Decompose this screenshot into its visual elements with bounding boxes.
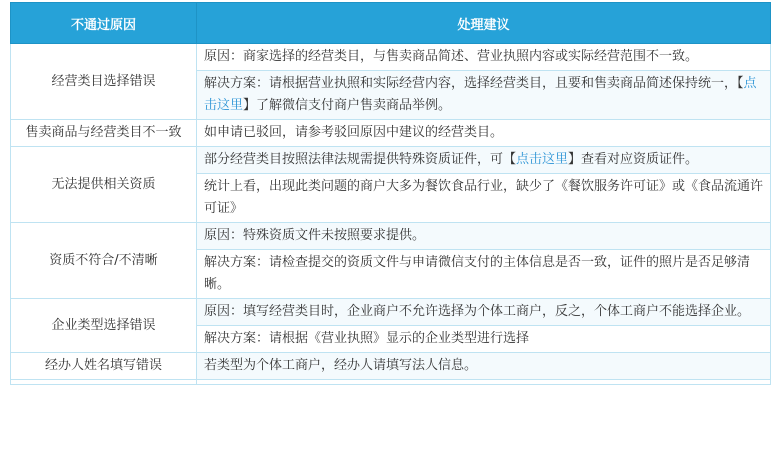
suggestion-cell — [197, 326, 771, 353]
table-header-row — [11, 3, 771, 44]
table-body — [11, 44, 771, 385]
suggestion-cell — [197, 223, 771, 250]
reason-cell: 经办人姓名填写错误 — [11, 353, 197, 380]
suggestion-text: 原因：填写经营类目时，企业商户不允许选择为个体工商户，反之，个体工商户不能选择企业。 — [204, 304, 751, 319]
reason-cell — [11, 380, 197, 385]
reason-cell: 资质不符合/不清晰 — [11, 223, 197, 299]
suggestion-text: 统计上看，出现此类问题的商户大多为餐饮食品行业，缺少了《餐饮服务许可证》或《食品流通许可证》 — [204, 179, 764, 216]
suggestion-cell — [197, 120, 771, 147]
table-row — [11, 353, 771, 380]
table-row — [11, 120, 771, 147]
suggestion-text: 原因：特殊资质文件未按照要求提供。 — [204, 228, 426, 243]
click-here-link[interactable]: 点击这里 — [204, 76, 757, 113]
reason-cell: 无法提供相关资质 — [11, 147, 197, 223]
suggestion-cell — [197, 299, 771, 326]
suggestion-text: 部分经营类目按照法律法规需提供特殊资质证件，可【 — [204, 152, 517, 167]
table-row — [11, 380, 771, 385]
suggestion-cell — [197, 147, 771, 174]
reason-cell: 企业类型选择错误 — [11, 299, 197, 353]
suggestion-text: 解决方案：请检查提交的资质文件与申请微信支付的主体信息是否一致，证件的照片是否足够清晰。 — [204, 255, 751, 292]
suggestion-cell — [197, 250, 771, 299]
header-suggestion: 处理建议 — [197, 3, 771, 44]
table-row — [11, 44, 771, 71]
suggestion-cell — [197, 174, 771, 223]
reason-cell: 售卖商品与经营类目不一致 — [11, 120, 197, 147]
table-row — [11, 223, 771, 250]
suggestion-text: 原因：商家选择的经营类目，与售卖商品简述、营业执照内容或实际经营范围不一致。 — [204, 49, 699, 64]
suggestion-cell — [197, 44, 771, 71]
suggestion-text: 】了解微信支付商户售卖商品举例。 — [243, 98, 452, 113]
suggestion-text: 解决方案：请根据营业执照和实际经营内容，选择经营类目，且要和售卖商品简述保持统一，【 — [204, 76, 744, 91]
suggestion-cell — [197, 71, 771, 120]
suggestion-text: 解决方案：请根据《营业执照》显示的企业类型进行选择 — [204, 331, 530, 346]
header-reason: 不通过原因 — [11, 3, 197, 44]
suggestion-text: 如申请已驳回，请参考驳回原因中建议的经营类目。 — [204, 125, 504, 140]
table-row — [11, 147, 771, 174]
suggestion-text: 若类型为个体工商户，经办人请填写法人信息。 — [204, 358, 478, 373]
suggestion-cell — [197, 380, 771, 385]
suggestion-cell — [197, 353, 771, 380]
suggestion-text: 】查看对应资质证件。 — [568, 152, 699, 167]
click-here-link[interactable]: 点击这里 — [516, 152, 569, 167]
reason-cell: 经营类目选择错误 — [11, 44, 197, 120]
rejection-reasons-table — [10, 2, 771, 385]
table-row — [11, 299, 771, 326]
